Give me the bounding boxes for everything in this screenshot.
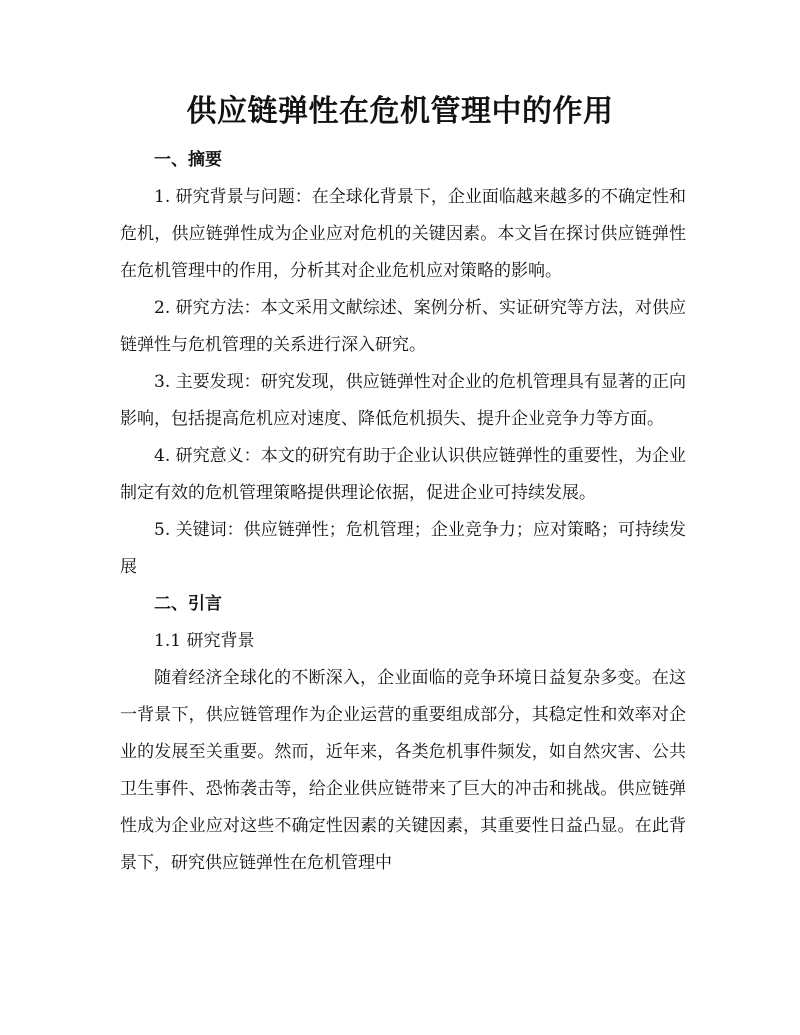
section-heading-introduction: 二、引言 <box>154 594 222 614</box>
abstract-item-findings: 3. 主要发现：研究发现，供应链弹性对企业的危机管理具有显著的正向影响，包括提高危机应对速度、降低危机损失、提升企业竞争力等方面。 <box>120 372 686 429</box>
background-paragraph: 随着经济全球化的不断深入，企业面临的竞争环境日益复杂多变。在这一背景下，供应链管理作为企业运营的重要组成部分，其稳定性和效率对企业的发展至关重要。然而，近年来，各类危机事件频发，如自然灾害、公共卫生事件、恐怖袭击等，给企业供应链带来了巨大的冲击和挑战。供应链弹性成为企业应对这些不确定性因素的关键因素，其重要性日益凸显。在此背景下，研究供应链弹性在危机管理中 <box>120 668 686 873</box>
section-heading-abstract: 一、摘要 <box>154 150 222 170</box>
abstract-item-significance: 4. 研究意义：本文的研究有助于企业认识供应链弹性的重要性，为企业制定有效的危机管理策略提供理论依据，促进企业可持续发展。 <box>120 446 686 503</box>
abstract-item-keywords: 5. 关键词：供应链弹性；危机管理；企业竞争力；应对策略；可持续发展 <box>120 520 686 577</box>
abstract-item-method: 2. 研究方法：本文采用文献综述、案例分析、实证研究等方法，对供应链弹性与危机管理的关系进行深入研究。 <box>120 298 686 355</box>
subsection-heading-background: 1.1 研究背景 <box>154 631 255 651</box>
document-title: 供应链弹性在危机管理中的作用 <box>186 94 614 129</box>
document-body <box>120 142 686 882</box>
abstract-item-background: 1. 研究背景与问题：在全球化背景下，企业面临越来越多的不确定性和危机，供应链弹性成为企业应对危机的关键因素。本文旨在探讨供应链弹性在危机管理中的作用，分析其对企业危机应对策略的影响。 <box>120 187 686 281</box>
